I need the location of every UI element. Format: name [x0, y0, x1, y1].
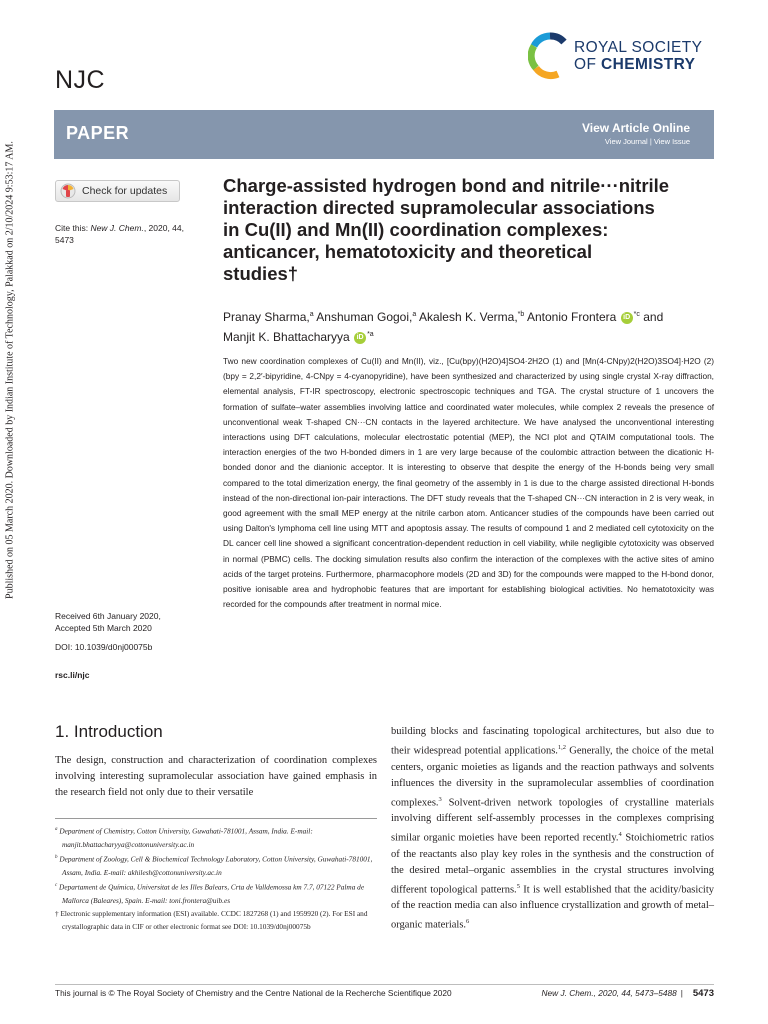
view-article-online-link[interactable]: View Article Online [581, 121, 690, 135]
article-history [55, 610, 215, 681]
received-date: Received 6th January 2020, [55, 611, 161, 621]
logo-line-2: OF CHEMISTRY [574, 56, 696, 73]
affiliation-a: $^a$ Department of Chemistry, Cotton University, Guwahati-781001, Assam, India. E-mail: manjit.bhattacharyya@cottonuniversity.ac.in [55, 826, 313, 849]
orcid-icon[interactable]: iD [621, 312, 633, 324]
abstract: Two new coordination complexes of Cu(II) and Mn(II), viz., [Cu(bpy)(H2O)4]SO4·2H2O (1) and [Mn(4-CNpy)2(H2O)3SO4]·H2O (2) (bpy = 2,2′-bipyridine, 4-CNpy = 4-cyanopyridine), have been synthesized and characterized by using single crystal X-ray diffraction, elemental analysis, FT-IR spectroscopy, electronic spectroscopic techniques and TGA. The crystal structure of 1 uncovers the formation of sulfate–water assemblies involving lattice and coordinated water molecules, while complex 2 reveals the presence of unconventional weak T-shaped CN···CN contacts in the layered architecture. We have analysed the unconventional interesting interactions using DFT calculations, molecular electrostatic potential (MEP), the NCI plot and QTAIM computational tools. The interaction energies of the two H-bonded dimers in 1 are very large because of the coulombic attraction between the dicationic H-bonded donor and the dianionic acceptor. It is interesting to observe that despite the energy of the H-bonds being very small compared to the total dimerization energy, the final geometry of the assembly in 1 is due to the charge assisted directional H-bonds instead of the non-directional ion-pair interactions. The DFT study reveals that the T-shaped CN···CN interaction in 2 is very weak, in good agreement with the small MEP energy at the nitrile carbon atom. Anticancer studies of the compounds have been carried out using Dalton's lymphoma cell line using MTT and apoptosis assay. The results of compound 1 and 2 mediated cell cytotoxicity on the DL cancer cell line showed a significant concentration-dependent reduction in cell viability, while negligible cytotoxicity was observed in normal (PBMC) cells. The docking simulation results also confirm the interaction of the complexes with the active sites of amino acids of the target proteins. Furthermore, pharmacophore models (2D and 3D) for the compounds were mapped to the H-bond donor, positive ionisable area and hydrophobic features that are important for establishing biological activities. No hematotoxicity was recorded for the compounds after treatment in normal mice. [223, 356, 714, 610]
download-watermark [2, 100, 18, 640]
article-title: Charge-assisted hydrogen bond and nitrile···nitrile interaction directed supramolecular associations in Cu(II) and Mn(II) coordination complexes: anticancer, hematotoxicity and theoretical studies† [223, 175, 670, 284]
footer-divider [55, 984, 714, 985]
check-for-updates-label: Check for updates [82, 185, 168, 197]
rsc-emblem-icon [528, 30, 572, 86]
article-type-label: PAPER [66, 123, 130, 143]
intro-paragraph-right: building blocks and fascinating topological architectures, but also due to their widespread potential applications.$^{1,2}$ Generally, the choice of the metal centers, organic moieties as ligands and the reaction pathways and solvents influences the diversity in the supramolecular assemblies of coordination complexes.$^3$ Solvent-driven network topologies of crystalline materials involving different self-assembly processes in the complexes comprising similar organic moieties have been reported recently.$^4$ Stoichiometric ratios of the reactants also play key roles in the synthesis and the construction of the desired metal–organic assemblies in the crystal structures involving different topological patterns.$^5$ It is well established that the acidity/basicity of the reaction media can also influence crystallization and growth of metal–organic materials.$^6$ [391, 726, 714, 931]
view-journal-link[interactable]: View Journal [604, 137, 648, 146]
doi: DOI: 10.1039/d0nj00075b [55, 642, 153, 652]
article-type-banner [54, 110, 714, 159]
accepted-date: Accepted 5th March 2020 [55, 623, 152, 633]
crossmark-icon [60, 183, 76, 199]
page-number: 5473 [692, 988, 714, 999]
view-issue-link[interactable]: View Issue [653, 137, 690, 146]
journal-abbreviation: NJC [55, 66, 106, 94]
author-list: Pranay Sharma,$^a$ Anshuman Gogoi,$^a$ Akalesh K. Verma,$^{*b}$ Antonio Frontera iD $^{*c}$ and Manjit K. Bhattacharyya iD $^{*a}$ [223, 310, 664, 344]
view-links: View Article Online View Journal | View Issue [581, 121, 690, 146]
footnotes [55, 823, 377, 934]
affiliation-b: $^b$ Department of Zoology, Cell & Biochemical Technology Laboratory, Cotton University, Guwahati-781001, Assam, India. E-mail: akhilesh@cottonuniversity.ac.in [55, 854, 373, 877]
publisher-logo [528, 30, 718, 86]
download-watermark-text: Published on 05 March 2020. Downloaded by Indian Institute of Technology, Palakkad on 2/10/2024 9:53:17 AM. [4, 141, 16, 599]
intro-paragraph-left: The design, construction and characterization of coordination complexes involving interesting supramolecular association have gained emphasis in the research field not only due to their versatile [55, 755, 377, 798]
affiliation-c: $^c$ Departament de Química, Universitat de les Illes Balears, Crta de Valldemossa km 7.7, 07122 Palma de Mallorca (Baleares), Spain. E-mail: toni.frontera@uib.es [55, 882, 365, 905]
logo-line-1: ROYAL SOCIETY [574, 39, 703, 56]
footer-copyright: This journal is © The Royal Society of Chemistry and the Centre National de la Recherche Scientifique 2020 [55, 988, 452, 998]
footnote-divider [55, 818, 377, 819]
orcid-icon[interactable]: iD [354, 332, 366, 344]
citation-info: Cite this: New J. Chem., 2020, 44, 5473 [55, 223, 184, 245]
section-heading: 1. Introduction [55, 722, 163, 741]
esi-note: † Electronic supplementary information (ESI) available. CCDC 1827268 (1) and 1959920 (2). For ESI and crystallographic data in CIF or other electronic format see DOI: 10.1039/d0nj00075b [55, 909, 368, 932]
footer-citation: New J. Chem., 2020, 44, 5473–5488 | 5473 [541, 988, 714, 999]
check-for-updates-button[interactable] [55, 180, 180, 202]
journal-link[interactable]: rsc.li/njc [55, 670, 90, 680]
